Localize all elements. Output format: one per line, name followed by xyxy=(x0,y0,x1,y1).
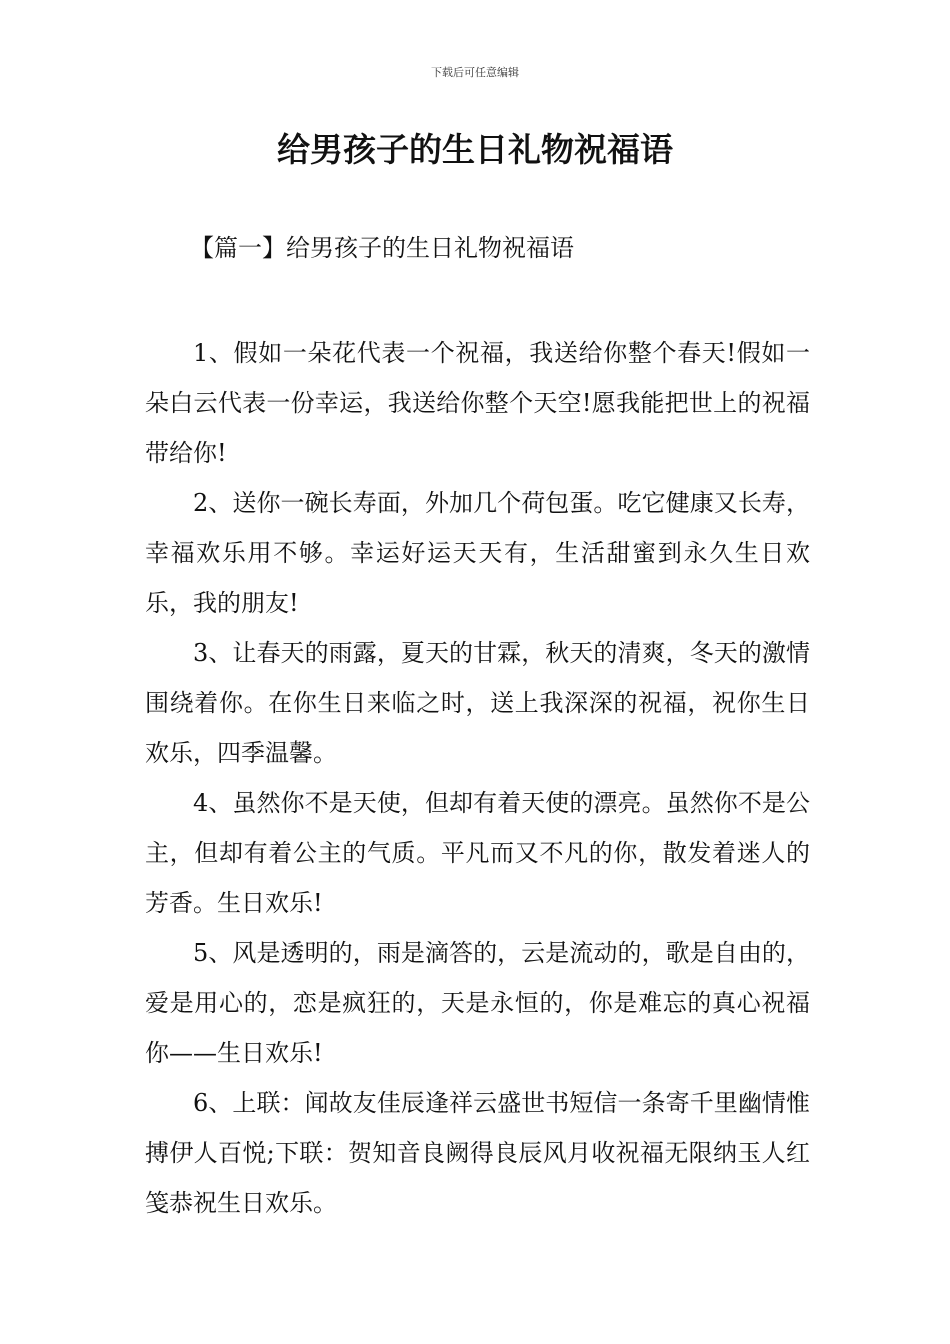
document-title: 给男孩子的生日礼物祝福语 xyxy=(277,130,673,169)
header-note: 下载后可任意编辑 xyxy=(431,66,519,79)
paragraph-6: 6、上联：闻故友佳辰逢祥云盛世书短信一条寄千里幽情惟搏伊人百悦;下联：贺知音良阙得良辰风月收祝福无限纳玉人红笺恭祝生日欢乐。 xyxy=(145,1089,810,1217)
document-body xyxy=(145,328,810,1228)
paragraph-1: 1、假如一朵花代表一个祝福，我送给你整个春天!假如一朵白云代表一份幸运，我送给你整个天空!愿我能把世上的祝福带给你! xyxy=(145,339,810,467)
paragraph-3: 3、让春天的雨露，夏天的甘霖，秋天的清爽，冬天的激情围绕着你。在你生日来临之时，送上我深深的祝福，祝你生日欢乐，四季温馨。 xyxy=(145,639,810,767)
section-heading: 【篇一】给男孩子的生日礼物祝福语 xyxy=(190,234,574,262)
paragraph-4: 4、虽然你不是天使，但却有着天使的漂亮。虽然你不是公主，但却有着公主的气质。平凡而又不凡的你，散发着迷人的芳香。生日欢乐! xyxy=(145,789,810,917)
paragraph-5: 5、风是透明的，雨是滴答的，云是流动的，歌是自由的，爱是用心的，恋是疯狂的，天是永恒的，你是难忘的真心祝福你——生日欢乐! xyxy=(145,939,810,1067)
paragraph-2: 2、送你一碗长寿面，外加几个荷包蛋。吃它健康又长寿，幸福欢乐用不够。幸运好运天天有，生活甜蜜到永久生日欢乐，我的朋友! xyxy=(145,489,810,617)
